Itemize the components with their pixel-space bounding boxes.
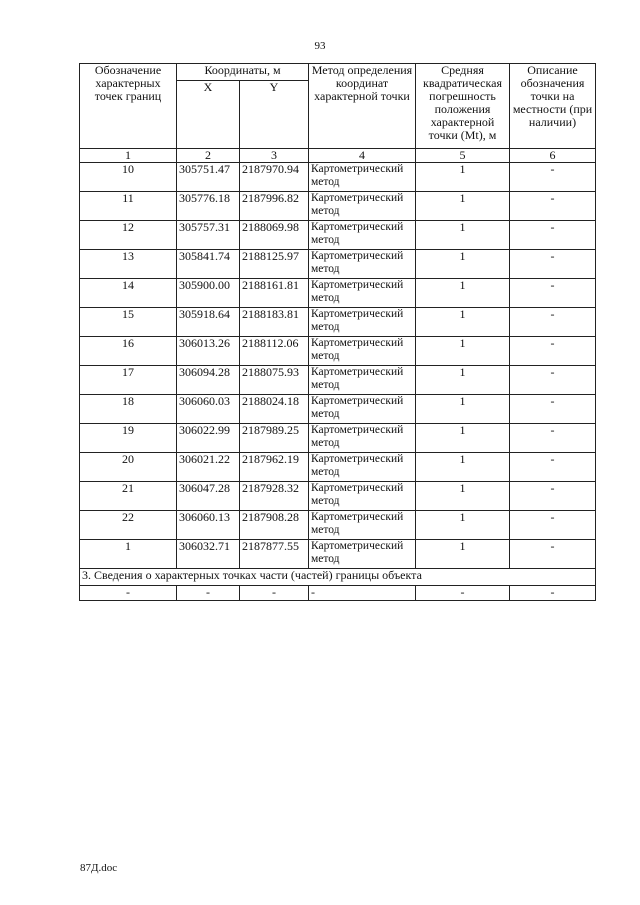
- cell-method: Картометрический метод: [309, 163, 416, 192]
- cell-point-number: 11: [80, 192, 177, 221]
- header-coordinates: Координаты, м: [177, 64, 309, 81]
- empty-cell: -: [80, 586, 177, 601]
- table-row: [80, 366, 596, 395]
- cell-coordinate-y: 2188112.06: [240, 337, 309, 366]
- table-row: [80, 482, 596, 511]
- table-row: [80, 540, 596, 569]
- cell-coordinate-y: 2187996.82: [240, 192, 309, 221]
- cell-coordinate-x: 306022.99: [177, 424, 240, 453]
- cell-coordinate-x: 306060.13: [177, 511, 240, 540]
- cell-description: -: [510, 221, 596, 250]
- cell-mean-square-error: 1: [416, 366, 510, 395]
- table-row: [80, 395, 596, 424]
- cell-method: Картометрический метод: [309, 279, 416, 308]
- cell-point-number: 16: [80, 337, 177, 366]
- cell-description: -: [510, 453, 596, 482]
- empty-cell: -: [240, 586, 309, 601]
- table-row: [80, 221, 596, 250]
- table-header-row: [80, 64, 596, 81]
- cell-point-number: 15: [80, 308, 177, 337]
- cell-point-number: 19: [80, 424, 177, 453]
- cell-method: Картометрический метод: [309, 250, 416, 279]
- header-point-designation: Обозначение характерных точек границ: [80, 64, 177, 149]
- cell-method: Картометрический метод: [309, 482, 416, 511]
- cell-description: -: [510, 540, 596, 569]
- cell-mean-square-error: 1: [416, 308, 510, 337]
- cell-coordinate-y: 2187908.28: [240, 511, 309, 540]
- cell-description: -: [510, 308, 596, 337]
- table-row: [80, 192, 596, 221]
- cell-coordinate-x: 306021.22: [177, 453, 240, 482]
- cell-method: Картометрический метод: [309, 337, 416, 366]
- cell-description: -: [510, 192, 596, 221]
- cell-mean-square-error: 1: [416, 511, 510, 540]
- header-mean-square-error: Средняя квадратическая погрешность положения характерной точки (Mt), м: [416, 64, 510, 149]
- cell-method: Картометрический метод: [309, 453, 416, 482]
- cell-coordinate-y: 2188024.18: [240, 395, 309, 424]
- cell-description: -: [510, 395, 596, 424]
- cell-point-number: 20: [80, 453, 177, 482]
- cell-description: -: [510, 279, 596, 308]
- cell-coordinate-y: 2188125.97: [240, 250, 309, 279]
- cell-coordinate-x: 306060.03: [177, 395, 240, 424]
- cell-method: Картометрический метод: [309, 366, 416, 395]
- cell-method: Картометрический метод: [309, 308, 416, 337]
- cell-mean-square-error: 1: [416, 482, 510, 511]
- cell-point-number: 12: [80, 221, 177, 250]
- cell-mean-square-error: 1: [416, 453, 510, 482]
- cell-coordinate-x: 305918.64: [177, 308, 240, 337]
- cell-point-number: 13: [80, 250, 177, 279]
- cell-coordinate-x: 306047.28: [177, 482, 240, 511]
- empty-data-row: [80, 586, 596, 601]
- cell-coordinate-x: 305776.18: [177, 192, 240, 221]
- cell-method: Картометрический метод: [309, 540, 416, 569]
- cell-coordinate-y: 2187877.55: [240, 540, 309, 569]
- cell-coordinate-y: 2187962.19: [240, 453, 309, 482]
- header-x: X: [177, 81, 240, 149]
- cell-coordinate-x: 306094.28: [177, 366, 240, 395]
- cell-description: -: [510, 424, 596, 453]
- cell-coordinate-y: 2188161.81: [240, 279, 309, 308]
- cell-coordinate-y: 2187989.25: [240, 424, 309, 453]
- cell-point-number: 18: [80, 395, 177, 424]
- table-row: [80, 337, 596, 366]
- cell-point-number: 17: [80, 366, 177, 395]
- table-row: [80, 250, 596, 279]
- section-3-row: [80, 569, 596, 586]
- cell-method: Картометрический метод: [309, 221, 416, 250]
- table-row: [80, 163, 596, 192]
- cell-coordinate-y: 2187970.94: [240, 163, 309, 192]
- cell-description: -: [510, 250, 596, 279]
- cell-coordinate-y: 2188183.81: [240, 308, 309, 337]
- cell-method: Картометрический метод: [309, 511, 416, 540]
- empty-cell: -: [309, 586, 416, 601]
- cell-mean-square-error: 1: [416, 395, 510, 424]
- cell-mean-square-error: 1: [416, 250, 510, 279]
- cell-coordinate-y: 2188069.98: [240, 221, 309, 250]
- column-number: 6: [510, 149, 596, 163]
- cell-coordinate-y: 2187928.32: [240, 482, 309, 511]
- empty-cell: -: [177, 586, 240, 601]
- cell-mean-square-error: 1: [416, 163, 510, 192]
- cell-coordinate-x: 305841.74: [177, 250, 240, 279]
- cell-coordinate-x: 306013.26: [177, 337, 240, 366]
- header-description: Описание обозначения точки на местности (при наличии): [510, 64, 596, 149]
- column-number: 1: [80, 149, 177, 163]
- cell-mean-square-error: 1: [416, 279, 510, 308]
- column-number: 5: [416, 149, 510, 163]
- cell-method: Картометрический метод: [309, 424, 416, 453]
- cell-mean-square-error: 1: [416, 337, 510, 366]
- cell-point-number: 21: [80, 482, 177, 511]
- table-row: [80, 511, 596, 540]
- header-y: Y: [240, 81, 309, 149]
- cell-mean-square-error: 1: [416, 221, 510, 250]
- boundary-points-table: [79, 63, 596, 601]
- cell-method: Картометрический метод: [309, 395, 416, 424]
- table-row: [80, 424, 596, 453]
- empty-cell: -: [416, 586, 510, 601]
- header-method: Метод определения координат характерной точки: [309, 64, 416, 149]
- document-filename: 87Д.doc: [80, 862, 118, 874]
- table-row: [80, 308, 596, 337]
- empty-cell: -: [510, 586, 596, 601]
- column-number-row: [80, 149, 596, 163]
- section-3-title: 3. Сведения о характерных точках части (частей) границы объекта: [80, 569, 596, 586]
- cell-description: -: [510, 366, 596, 395]
- table-row: [80, 453, 596, 482]
- cell-coordinate-y: 2188075.93: [240, 366, 309, 395]
- column-number: 3: [240, 149, 309, 163]
- cell-coordinate-x: 305751.47: [177, 163, 240, 192]
- cell-coordinate-x: 306032.71: [177, 540, 240, 569]
- column-number: 2: [177, 149, 240, 163]
- cell-mean-square-error: 1: [416, 540, 510, 569]
- cell-coordinate-x: 305757.31: [177, 221, 240, 250]
- column-number: 4: [309, 149, 416, 163]
- page-number: 93: [314, 40, 326, 52]
- cell-description: -: [510, 482, 596, 511]
- cell-point-number: 22: [80, 511, 177, 540]
- cell-point-number: 1: [80, 540, 177, 569]
- cell-method: Картометрический метод: [309, 192, 416, 221]
- table-row: [80, 279, 596, 308]
- cell-point-number: 10: [80, 163, 177, 192]
- cell-mean-square-error: 1: [416, 424, 510, 453]
- cell-mean-square-error: 1: [416, 192, 510, 221]
- cell-description: -: [510, 511, 596, 540]
- cell-description: -: [510, 163, 596, 192]
- cell-coordinate-x: 305900.00: [177, 279, 240, 308]
- cell-point-number: 14: [80, 279, 177, 308]
- cell-description: -: [510, 337, 596, 366]
